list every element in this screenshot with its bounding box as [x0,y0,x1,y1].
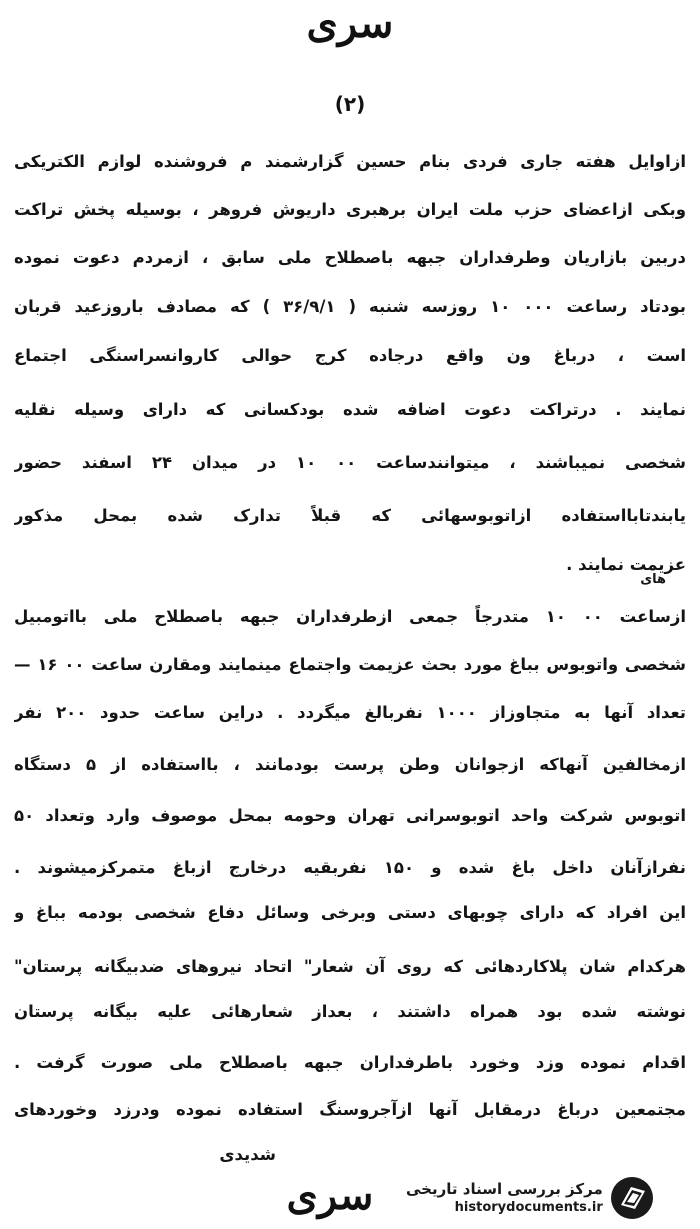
text-line: مجتمعین درباغ درمقابل آنها ازآجروسنگ استفاده نموده ودرزد وخوردهای [14,1100,686,1119]
classification-footer: سری [286,1172,374,1219]
text-line: نمایند . درتراکت دعوت اضافه شده بودکسانی که دارای وسیله نقلیه [14,400,686,419]
archive-logo-icon [609,1175,655,1221]
watermark-url: historydocuments.ir [454,1200,603,1215]
watermark [406,1172,686,1224]
text-line: وبکی ازاعضای حزب ملت ایران برهبری داریوش فروهر ، بوسیله پخش تراکت [14,200,686,219]
text-line: ازمخالفین آنهاکه ازجوانان وطن پرست بودمانند ، بااستفاده از ۵ دستگاه [14,755,686,774]
text-line: اقدام نموده وزد وخورد باطرفداران جبهه باصطلاح ملی صورت گرفت . [14,1053,686,1072]
text-line: ازساعت ۰۰ ۱۰ متدرجاً جمعی ازطرفداران جبهه باصطلاح ملی بااتومبیل [14,607,686,626]
watermark-text [406,1179,603,1217]
watermark-title: مرکز بررسی اسناد تاریخی [406,1180,603,1198]
text-line: اتوبوس شرکت واحد اتوبوسرانی تهران وحومه بمحل موصوف وارد وتعداد ۵۰ [14,806,686,825]
text-line: شدیدی [219,1145,276,1164]
text-line: این افراد که دارای چوبهای دستی وبرخی وسائل دفاع شخصی بودمه بباغ و [14,903,686,922]
text-line: شخصی واتوبوس بباغ مورد بحث عزیمت واجتماع مینمایند ومقارن ساعت ۰۰ ۱۶ — [14,655,686,674]
text-line: یابندتابااستفاده ازاتوبوسهائی که قبلاً تدارک شده بمحل مذکور [14,506,686,525]
text-line: تعداد آنها به متجاوزاز ۱۰۰۰ نفربالغ میگردد . دراین ساعت حدود ۲۰۰ نفر [14,703,686,722]
text-line: بودتاد رساعت ۰۰۰ ۱۰ روزسه شنبه ( ۳۶/۹/۱ ) که مصادف باروزعید قربان [14,297,686,316]
text-line: هرکدام شان پلاکاردهائی که روی آن شعار" اتحاد نیروهای ضدبیگانه پرستان" [14,957,686,976]
interline-note: های [640,572,666,587]
classification-header: سری [306,0,394,47]
text-line: ازاوایل هفته جاری فردی بنام حسین گزارشمند م فروشنده لوازم الکتریکی [14,152,686,171]
page-number: (۲) [334,92,366,116]
text-line: عزیمت نمایند . [566,555,686,574]
text-line: شخصی نمیباشند ، میتوانندساعت ۰۰ ۱۰ در میدان ۲۴ اسفند حضور [14,453,686,472]
text-line: نفرازآنان داخل باغ شده و ۱۵۰ نفربقیه درخارج ازباغ متمرکزمیشوند . [14,858,686,877]
text-line: نوشته شده بود همراه داشتند ، بعداز شعارهائی علیه بیگانه پرستان [14,1002,686,1021]
text-line: است ، درباغ ون واقع درجاده کرج حوالی کاروانسراسنگی اجتماع [14,346,686,365]
text-line: دربین بازاریان وطرفداران جبهه باصطلاح ملی سابق ، ازمردم دعوت نموده [14,248,686,267]
